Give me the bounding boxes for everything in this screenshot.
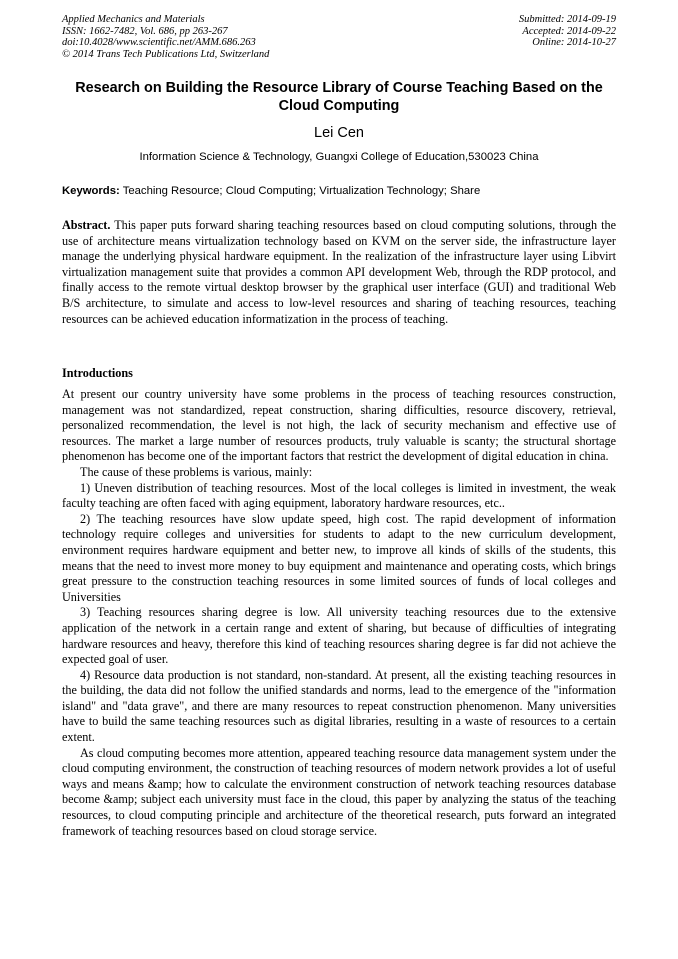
abstract-label: Abstract. xyxy=(62,218,111,232)
journal-info xyxy=(62,14,269,60)
abstract xyxy=(62,218,616,327)
paragraph: At present our country university have some problems in the process of teaching resources construction, management was not standardized, repeat construction, sharing difficulties, resource discovery, retrieval, personalized recommendation, the level is not high, the lack of security mechanism and effective use of resources. The market a large number of resources products, truly valuable is scanty; the structural shortage phenomenon has become one of the important factors that restrict the development of digital education in china. xyxy=(62,387,616,464)
journal-copyright: © 2014 Trans Tech Publications Ltd, Switzerland xyxy=(62,48,270,60)
paragraph: 4) Resource data production is not standard, non-standard. At present, all the existing teaching resources in the building, the data did not follow the unified standards and norms, lead to the emergence of the "information island" and "data grave", and there are many resources to repeat construction phenomenon. Many universities have to build the same teaching resources such as digital libraries, resulting in a waste of resources to a certain extent. xyxy=(62,667,616,745)
online-date: Online: 2014-10-27 xyxy=(532,37,616,49)
paragraph: The cause of these problems is various, mainly: xyxy=(80,464,313,479)
publication-dates xyxy=(519,14,616,49)
paragraph: 2) The teaching resources have slow update speed, high cost. The rapid development of information technology require colleges and universities for students to adapt to the new curriculum development, environment requires hardware equipment and better new, to improve all kinds of skills of the students, this means that the need to invest more money to buy equipment and maintenance and operating costs, which brings great pressure to the construction teaching resources in some limited sources of funds of local colleges and Universities xyxy=(62,511,616,604)
paragraph: As cloud computing becomes more attention, appeared teaching resource data management system under the cloud computing environment, the construction of teaching resources of modern network provides a lot of useful ways and means &amp; how to calculate the environment construction of network teaching resources database become &amp; subject each university must face in the cloud, this paper by analyzing the status of the teaching resources, to cloud computing principle and architecture of the theoretical research, puts forward an integrated framework of teaching resources based on cloud storage service. xyxy=(62,745,616,838)
paragraph: 3) Teaching resources sharing degree is low. All university teaching resources due to the extensive application of the network in a certain range and extent of sharing, but because of difficulties of integrating hardware resources and heavy, therefore this kind of teaching resources sharing degree is far did not achieve the expected goal of user. xyxy=(62,605,616,667)
keywords-label: Keywords: xyxy=(62,185,120,197)
paragraph: 1) Uneven distribution of teaching resources. Most of the local colleges is limited in investment, the weak faculty teaching are often faced with aging equipment, laboratory hardware resources, etc.. xyxy=(62,480,616,511)
journal-doi: doi:10.4028/www.scientific.net/AMM.686.263 xyxy=(62,37,256,49)
journal-issn: ISSN: 1662-7482, Vol. 686, pp 263-267 xyxy=(62,25,228,37)
journal-name: Applied Mechanics and Materials xyxy=(62,14,205,25)
abstract-text: This paper puts forward sharing teaching resources based on cloud computing solutions, through the use of architecture means virtualization technology based on KVM on the server side, the infrastructure layer manage the underlying physical hardware equipment. In the realization of the infrastructure layer using Libvirt virtualization management suite that provides a common API development Web, through the RDP protocol, and finally access to the remote virtual desktop browser by the graphical user interface (GUI) and traditional Web B/S architecture, to simulate and access to low-level resources and sharing of teaching resources, teaching resources can be achieved education informatization in the process of teaching. xyxy=(62,218,616,326)
author-affiliation: Information Science & Technology, Guangxi College of Education,530023 China xyxy=(139,151,539,163)
paper-title: Research on Building the Resource Library of Course Teaching Based on the Cloud Computing xyxy=(75,80,603,114)
introduction-body xyxy=(62,387,616,839)
keywords-text: Teaching Resource; Cloud Computing; Virtualization Technology; Share xyxy=(122,185,481,197)
accepted-date: Accepted: 2014-09-22 xyxy=(522,25,616,37)
submitted-date: Submitted: 2014-09-19 xyxy=(518,14,616,25)
author-name: Lei Cen xyxy=(314,125,364,141)
section-heading-introductions: Introductions xyxy=(62,366,133,380)
keywords xyxy=(62,184,616,198)
